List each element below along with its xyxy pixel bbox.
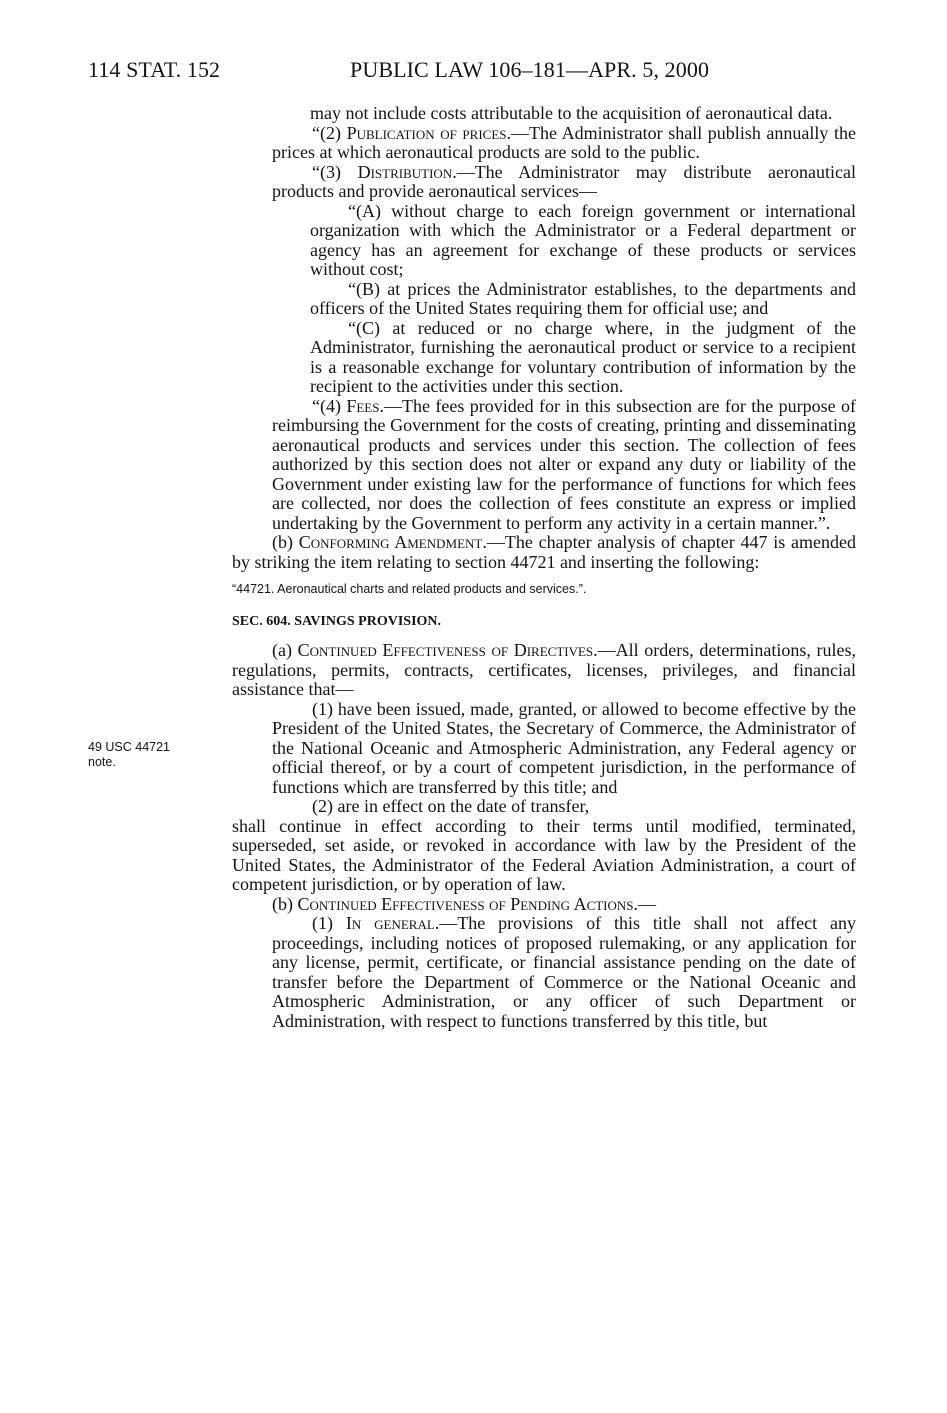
paragraph-2: (2) are in effect on the date of transfer, — [312, 796, 590, 816]
stat-page-number: 114 STAT. 152 — [88, 57, 221, 82]
subsection-letter: (b) — [272, 893, 298, 914]
paragraph-heading: Fees — [346, 395, 380, 416]
paragraph-number: “(2) — [312, 122, 347, 143]
subsection-heading: Conforming Amendment — [298, 532, 483, 552]
margin-note — [88, 740, 208, 770]
paragraph-heading: Publication of prices — [346, 122, 507, 143]
paragraph-number: “(3) — [312, 161, 358, 182]
subsection-text: .—All orders, determinations, rules, regulations, permits, contracts, certificates, licenses, privileges, and financial assistance that— — [232, 640, 856, 699]
section-heading: SEC. 604. SAVINGS PROVISION. — [232, 613, 442, 629]
subsection-text: .—The chapter analysis of chapter 447 is amended by striking the item relating to section 44721 and inserting the following: — [232, 532, 856, 572]
paragraph-number: (1) — [312, 913, 346, 933]
subparagraph-b: “(B) at prices the Administrator establishes, to the departments and officers of the United States requiring them for official use; and — [310, 278, 856, 318]
subsection-conforming-amendment — [232, 533, 856, 572]
subsection-heading: Continued Effectiveness of Pending Actions — [297, 893, 634, 914]
paragraph-continuation: may not include costs attributable to the acquisition of aeronautical data. — [310, 103, 833, 123]
subsection-text: .— — [633, 893, 657, 914]
paragraph-text: .—The Administrator shall publish annually the prices at which aeronautical products are sold to the public. — [272, 122, 857, 162]
paragraph-in-general — [232, 914, 856, 1031]
subparagraph-c: “(C) at reduced or no charge where, in the judgment of the Administrator, furnishing the aeronautical product or service to a recipient is a reasonable exchange for voluntary contribution of information by the recipient to the activities under this section. — [310, 317, 856, 396]
running-header: PUBLIC LAW 106–181—APR. 5, 2000 — [350, 57, 710, 82]
paragraph-heading: In general — [345, 913, 435, 933]
paragraph-text: .—The fees provided for in this subsection are for the purpose of reimbursing the Government for the costs of creating, printing and disseminating aeronautical products and services under this section. The collection of fees authorized by this section does not alter or expand any duty or liability of the Government under existing law for the performance of functions for which fees are collected, nor does the collection of fees constitute an express or implied undertaking by the Government to perform any activity in a certain manner.”. — [272, 395, 856, 533]
paragraph-1: (1) have been issued, made, granted, or allowed to become effective by the President of the United States, the Secretary of Commerce, the Administrator of the National Oceanic and Atmospheric Administration, any Federal agency or official thereof, or by a court of competent jurisdiction, in the performance of functions which are transferred by this title; and — [272, 698, 856, 797]
paragraph-text: .—The Administrator may distribute aeronautical products and provide aeronautical services— — [272, 161, 856, 201]
subsection-heading: Continued Effectiveness of Directives — [297, 640, 594, 660]
paragraph-text: .—The provisions of this title shall not affect any proceedings, including notices of proposed rulemaking, or any application for any license, permit, certificate, or financial assistance pending on the date of transfer before the Department of Commerce or the National Oceanic and Atmospheric Administration, or any officer of such Department or Administration, with respect to functions transferred by this title, but — [272, 913, 856, 1031]
subparagraph-a: “(A) without charge to each foreign government or international organization with which the Administrator or a Federal department or agency has an agreement for exchange of these products or services without cost; — [310, 200, 856, 279]
paragraph-fees — [232, 397, 856, 534]
paragraph-number: “(4) — [312, 395, 347, 416]
paragraph-publication-of-prices — [232, 124, 856, 163]
margin-note-label: note. — [88, 755, 116, 769]
paragraph-distribution — [232, 163, 856, 202]
margin-note-citation: 49 USC 44721 — [88, 740, 171, 754]
subsection-continued-effectiveness-directives — [232, 641, 856, 700]
paragraph-heading: Distribution — [357, 161, 453, 182]
chapter-analysis-entry: “44721. Aeronautical charts and related products and services.”. — [232, 582, 587, 596]
subsection-letter: (a) — [272, 640, 298, 660]
body-text — [232, 104, 856, 1031]
subsection-continued-effectiveness-pending — [232, 895, 856, 915]
paragraph-tail: shall continue in effect according to their terms until modified, terminated, superseded, set aside, or revoked in accordance with law by the President of the United States, the Administrator of the Federal Aviation Administration, a court of competent jurisdiction, or by operation of law. — [232, 815, 856, 894]
subsection-letter: (b) — [272, 532, 299, 552]
